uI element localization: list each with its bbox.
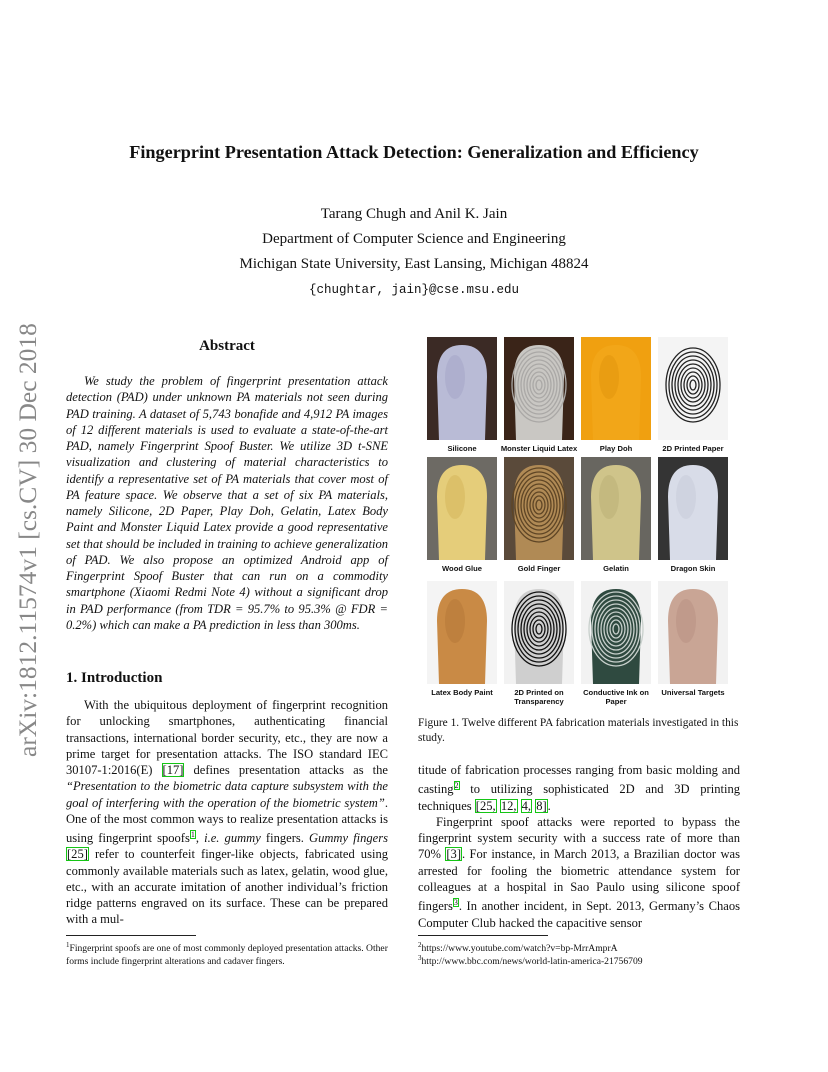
footnote-3[interactable]: $^3$http://www.bbc.com/news/world-latin-america-21756709 bbox=[418, 954, 643, 968]
fingerprint-photo-monster-liquid-latex bbox=[504, 337, 574, 440]
abstract-heading: Abstract bbox=[199, 338, 255, 354]
footnote-1: $^1$Fingerprint spoofs are one of most commonly deployed presentation attacks. Other forms include fingerprint alterations and cadaver fingers. bbox=[66, 941, 388, 968]
fingerprint-photo-universal-targets bbox=[658, 581, 728, 684]
paper-title: Fingerprint Presentation Attack Detection: Generalization and Efficiency bbox=[129, 142, 699, 162]
citation-8[interactable]: 8] bbox=[536, 798, 547, 813]
fingerprint-photo-wood-glue bbox=[427, 457, 497, 560]
figure-label-latex-body-paint: Latex Body Paint bbox=[431, 688, 493, 697]
figure-label-2d-printed-transparency: 2D Printed on Transparency bbox=[514, 688, 564, 706]
figure-label-monster-liquid-latex: Monster Liquid Latex bbox=[500, 444, 578, 453]
figure-label-2d-printed-paper: 2D Printed Paper bbox=[662, 444, 724, 453]
figure-label-wood-glue: Wood Glue bbox=[442, 564, 482, 573]
figure-label-gold-finger: Gold Finger bbox=[517, 564, 561, 573]
citation-25[interactable]: [25] bbox=[67, 847, 88, 862]
footnote-rule-left bbox=[66, 935, 196, 936]
figure-caption: Figure 1. Twelve different PA fabrication materials investigated in this study. bbox=[418, 717, 739, 744]
introduction-text bbox=[66, 697, 388, 928]
iso-quote: “Presentation to the biometric data capture subsystem with the goal of interfering with the operation of the biometric system” bbox=[66, 779, 388, 810]
figure-label-silicone: Silicone bbox=[447, 444, 477, 453]
department: Department of Computer Science and Engineering bbox=[262, 231, 566, 247]
right-column-text bbox=[418, 762, 740, 931]
figure-label-conductive-ink-paper: Conductive Ink on Paper bbox=[583, 688, 649, 706]
citation-25b[interactable]: [25, bbox=[475, 798, 496, 813]
fingerprint-photo-latex-body-paint bbox=[427, 581, 497, 684]
figure-label-gelatin: Gelatin bbox=[603, 564, 629, 573]
introduction-heading: 1. Introduction bbox=[66, 670, 163, 686]
arxiv-margin-label: arXiv:1812.11574v1 [cs.CV] 30 Dec 2018 bbox=[13, 323, 42, 757]
fingerprint-photo-silicone bbox=[427, 337, 497, 440]
footnote-rule-right bbox=[418, 935, 548, 936]
footnote-2[interactable]: $^2$https://www.youtube.com/watch?v=bp-MrrAmprA bbox=[418, 941, 618, 955]
figure-label-play-doh: Play Doh bbox=[599, 444, 633, 453]
abstract-text bbox=[66, 373, 388, 633]
citation-4[interactable]: 4, bbox=[521, 798, 532, 813]
author-email: {chughtar, jain}@cse.msu.edu bbox=[308, 283, 520, 297]
figure-label-universal-targets: Universal Targets bbox=[661, 688, 725, 697]
citation-12[interactable]: 12, bbox=[500, 798, 517, 813]
fingerprint-photo-gelatin bbox=[581, 457, 651, 560]
abstract-paragraph: We study the problem of fingerprint presentation attack detection (PAD) under unknown PA materials not seen during PAD training. A dataset of 5,743 bonafide and 4,912 PA images of 12 different materials is used to evaluate a state-of-the-art PAD, namely Fingerprint Spoof Buster. We utilize 3D t-SNE visualization and clustering of material characteristics to identify a representative set of PA materials that cover most of PA feature space. We observe that a set of six PA materials, namely Silicone, 2D Paper, Play Doh, Gelatin, Latex Body Paint and Monster Liquid Latex provide a good representative set that should be included in training to achieve generalization of PAD. We also propose an optimized Android app of Fingerprint Spoof Buster that can run on a commodity smartphone (Xiaomi Redmi Note 4) without a significant drop in PAD performance (from TDR = 95.7% to 95.3% @ FDR = 0.2%) which can make a PA prediction in less than 300ms. bbox=[66, 374, 388, 632]
citation-17[interactable]: [17] bbox=[162, 763, 184, 777]
fingerprint-photo-dragon-skin bbox=[658, 457, 728, 560]
fingerprint-photo-gold-finger bbox=[504, 457, 574, 560]
authors: Tarang Chugh and Anil K. Jain bbox=[320, 206, 508, 222]
footnote-link-2[interactable]: 2 bbox=[454, 781, 459, 791]
figure-label-dragon-skin: Dragon Skin bbox=[670, 564, 716, 573]
citation-3[interactable]: [3] bbox=[446, 847, 462, 862]
intro-paragraph: With the ubiquitous deployment of fingerprint recognition for unlocking smartphones, authenticating financial transactions, international border security, etc., they are now a prime target for presentation attacks. The ISO standard IEC 30107-1:2016(E) [17] defines presentation attacks as the “Presentation to the biometric data capture subsystem with the goal of interfering with the operation of the biometric system”. One of the most common ways to realize presentation attacks is using fingerprint spoofs$^1$, i.e. gummy fingers. Gummy fingers [25] refer to counterfeit finger-like objects, fabricated using commonly available materials such as latex, gelatin, wood glue, etc., with an accurate imitation of another individual’s friction ridge patterns engraved on its surface. These can be prepared with a mul- bbox=[66, 698, 389, 927]
fingerprint-photo-2d-printed-paper bbox=[658, 337, 728, 440]
spoof-attack-paragraph: Fingerprint spoof attacks were reported to bypass the fingerprint system security with a success rate of more than 70% [3]. For instance, in March 2013, a Brazilian doctor was arrested for fooling the biometric attendance system for colleagues at a hospital in Sao Paulo using silicone spoof fingers$^3$. In another incident, in Sept. 2013, Germany’s Chaos Computer Club hacked the capacitive sensor bbox=[418, 814, 740, 930]
fingerprint-photo-play-doh bbox=[581, 337, 651, 440]
footnote-link-1[interactable]: 1 bbox=[190, 830, 195, 839]
continued-paragraph: titude of fabrication processes ranging from basic molding and casting$^2$ to utilizing sophisticated 2D and 3D printing techniques [25, 12, 4, 8]. bbox=[418, 763, 740, 813]
fingerprint-photo-conductive-ink-paper bbox=[581, 581, 651, 684]
fingerprint-photo-2d-printed-transparency bbox=[504, 581, 574, 684]
footnote-link-3[interactable]: 3 bbox=[453, 898, 458, 908]
university: Michigan State University, East Lansing, Michigan 48824 bbox=[239, 256, 589, 272]
